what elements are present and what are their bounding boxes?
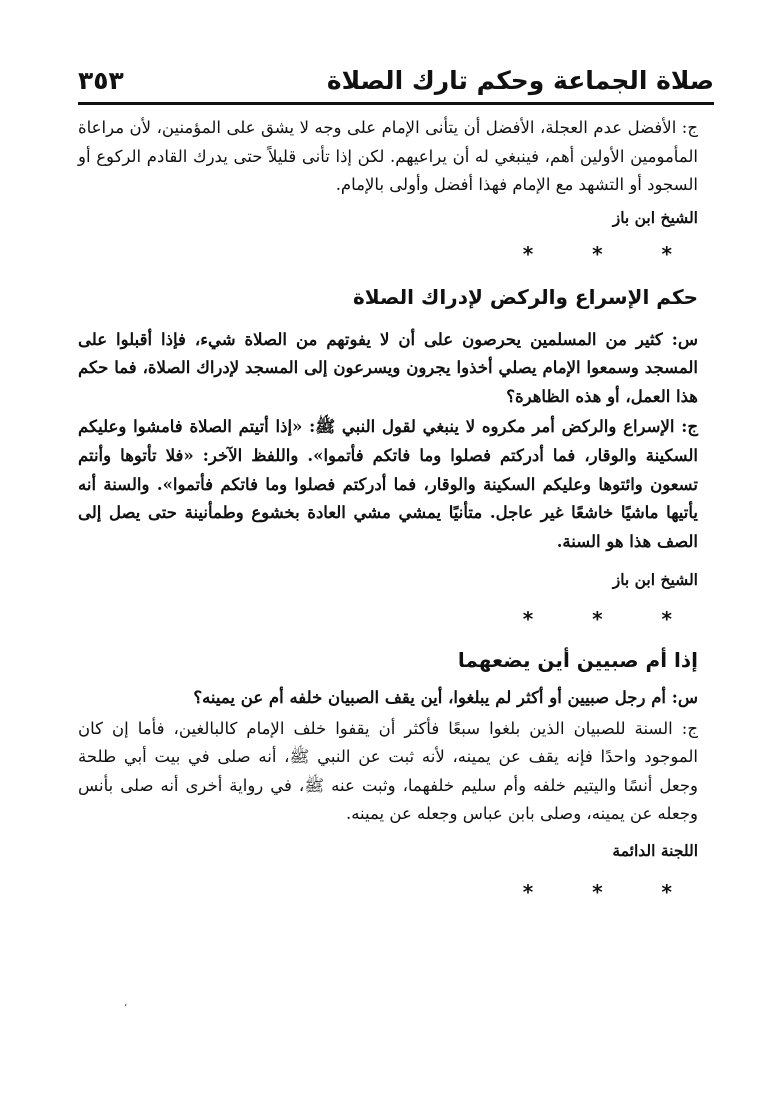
answer-paragraph: ج: الأفضل عدم العجلة، الأفضل أن يتأنى الإمام على وجه لا يشق على المؤمنين، لأن مراعاة المأمومين الأولين أهم، فينبغي له أن يراعيهم. لكن إذا تأنى قليلاً حتى يدرك القادم الركوع أو السجود أو التشهد مع الإمام فهذا أفضل وأولى بالإمام. [78, 118, 698, 195]
question-paragraph: س: كثير من المسلمين يحرصون على أن لا يفوتهم من الصلاة شيء، فإذا أقبلوا على المسجد وسمعوا الإمام يصلي أخذوا يجرون ويسرعون إلى المسجد لإدراك الصلاة، فما حكم هذا العمل، أو هذه الظاهرة؟ [78, 329, 698, 406]
section-separator: * * * [522, 879, 698, 904]
section-title: حكم الإسراع والركض لإدراك الصلاة [352, 284, 698, 309]
page-number: ٣٥٣ [78, 66, 124, 95]
section-title: إذا أم صبيين أين يضعهما [457, 647, 698, 672]
page-header [78, 62, 714, 105]
attribution: الشيخ ابن باز [612, 570, 698, 590]
attribution: الشيخ ابن باز [612, 207, 698, 227]
attribution: اللجنة الدائمة [612, 841, 698, 861]
question-paragraph: س: أم رجل صبيين أو أكثر لم يبلغوا، أين يقف الصبيان خلفه أم عن يمينه؟ [193, 688, 698, 708]
answer-paragraph: ج: الإسراع والركض أمر مكروه لا ينبغي لقول النبي ﷺ: «إذا أتيتم الصلاة فامشوا وعليكم السكينة والوقار، فما أدركتم فصلوا وما فاتكم فأتموا». واللفظ الآخر: «فلا تأتوها وأنتم تسعون وائتوها وعليكم السكينة والوقار، فما أدركتم فصلوا وما فاتكم فأتموا». والسنة أنه يأتيها ماشيًا خاشعًا غير عاجل. متأنيًا يمشي مشي العادة بخشوع وطمأنينة حتى يصل إلى الصف هذا هو السنة. [78, 417, 698, 551]
answer-paragraph: ج: السنة للصبيان الذين بلغوا سبعًا فأكثر أن يقفوا خلف الإمام كالبالغين، فأما إن كان الموجود واحدًا فإنه يقف عن يمينه، لأنه ثبت عن النبي ﷺ، أنه صلى في بيت أبي طلحة وجعل أنسًا واليتيم خلفه وأم سليم خلفهما، وثبت عنه ﷺ، في رواية أخرى أنه صلى بأنس وجعله عن يمينه، وصلى بابن عباس وجعله عن يمينه. [78, 718, 698, 824]
running-title: صلاة الجماعة وحكم تارك الصلاة [326, 66, 714, 95]
page-body [78, 114, 698, 906]
section-separator: * * * [522, 606, 698, 631]
section-separator: * * * [522, 242, 698, 267]
margin-mark: ، [124, 998, 128, 1009]
